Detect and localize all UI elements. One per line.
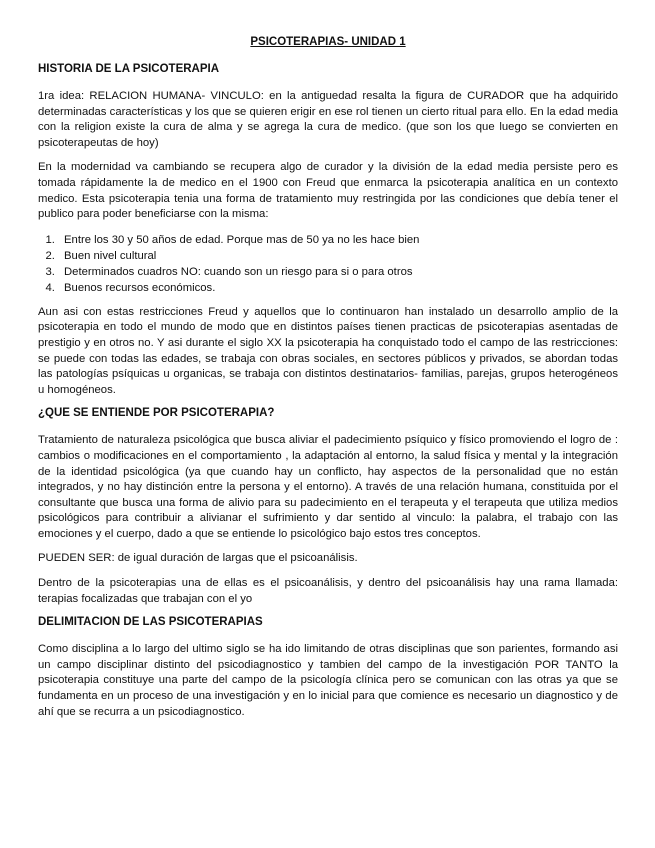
list-item: 4. Buenos recursos económicos. — [58, 280, 618, 296]
section-heading: HISTORIA DE LA PSICOTERAPIA — [38, 63, 220, 75]
section-heading: ¿QUE SE ENTIENDE POR PSICOTERAPIA? — [38, 407, 275, 420]
document-title: PSICOTERAPIAS- UNIDAD 1 — [250, 36, 406, 48]
paragraph: En la modernidad va cambiando se recupera algo de curador y la división de la edad media persiste pero es tomada rápidamente la de medico en el 1900 con Freud que enmarca la psicoterapia analítica en un contexto medico. Esta psicoterapia tenia una forma de tratamiento muy restringida por las condiciones que debía tener el publico para poder beneficiarse con la misma: — [38, 161, 618, 221]
list-item: 3. Determinados cuadros NO: cuando son un riesgo para si o para otros — [58, 264, 618, 280]
paragraph: Como disciplina a lo largo del ultimo siglo se ha ido limitando de otras disciplinas que son parientes, formando asi un campo disciplinar distinto del psicodiagnostico y tambien del campo de la investigación POR TANTO la psicoterapia constituye una parte del campo de la psicología clínica pero se comunican con las otras ya que se fundamenta en un proceso de una investigación y en lo inicial para que comience es necesario un diagnostico y de ahí que se recurra a un psicodiagnostico. — [38, 643, 618, 718]
section-definicion — [38, 407, 618, 607]
paragraph: Tratamiento de naturaleza psicológica que busca aliviar el padecimiento psíquico y físico promoviendo el logro de : cambios o modificaciones en el comportamiento , la adaptación al entorno, la salud física y mental y la integración de la identidad psicológica (ya que cuando hay un conflicto, hay aspectos de la personalidad que no están integrados, y no hay distinción entre la persona y el entorno). A través de una relación humana, constituida por el consultante que busca una forma de alivio para su padecimiento en el terapeuta y el terapeuta que utiliza medios psicológicos para contribuir a alivianar el sufrimiento y dar sentido al vinculo: la palabra, el trabajo con las emociones y el cuerpo, dado a que se entiende lo psicológico bajo estos tres conceptos. — [38, 434, 618, 540]
paragraph: Aun asi con estas restricciones Freud y aquellos que lo continuaron han instalado un desarrollo amplio de la psicoterapia en todo el mundo de modo que en distintos países tienen practicas de psicoterapias asentadas de prestigio y en otros no. Y asi durante el siglo XX la psicoterapia ha conquistado todo el campo de las restricciones: se puede con todas las edades, se trabaja con obras sociales, en sectores públicos y privados, se abordan todas las patologías psíquicas u organicas, se trabaja con distintos destinatarios- familias, parejas, grupos heterogéneos u homogéneos. — [38, 305, 618, 396]
list-item: 2. Buen nivel cultural — [58, 248, 618, 264]
restrictions-list — [38, 232, 618, 296]
section-heading: DELIMITACION DE LAS PSICOTERAPIAS — [38, 616, 263, 629]
document-page — [38, 36, 618, 729]
paragraph: Dentro de la psicoterapias una de ellas es el psicoanálisis, y dentro del psicoanálisis hay una rama llamada: terapias focalizadas que trabajan con el yo — [38, 577, 618, 605]
section-historia — [38, 63, 618, 398]
section-delimitacion — [38, 616, 618, 720]
paragraph: 1ra idea: RELACION HUMANA- VINCULO: en la antiguedad resalta la figura de CURADOR que ha adquirido determinadas características y los que se quieren erigir en ese rol tienen un cierto ritual para ello. En la edad media con la religion existe la cura de alma y se agrega la cura de medico. (que son los que luego se convierten en psicoterapeutas de hoy) — [38, 90, 618, 149]
list-item: 1. Entre los 30 y 50 años de edad. Porque mas de 50 ya no les hace bien — [58, 232, 618, 248]
paragraph: PUEDEN SER: de igual duración de largas que el psicoanálisis. — [38, 552, 358, 565]
